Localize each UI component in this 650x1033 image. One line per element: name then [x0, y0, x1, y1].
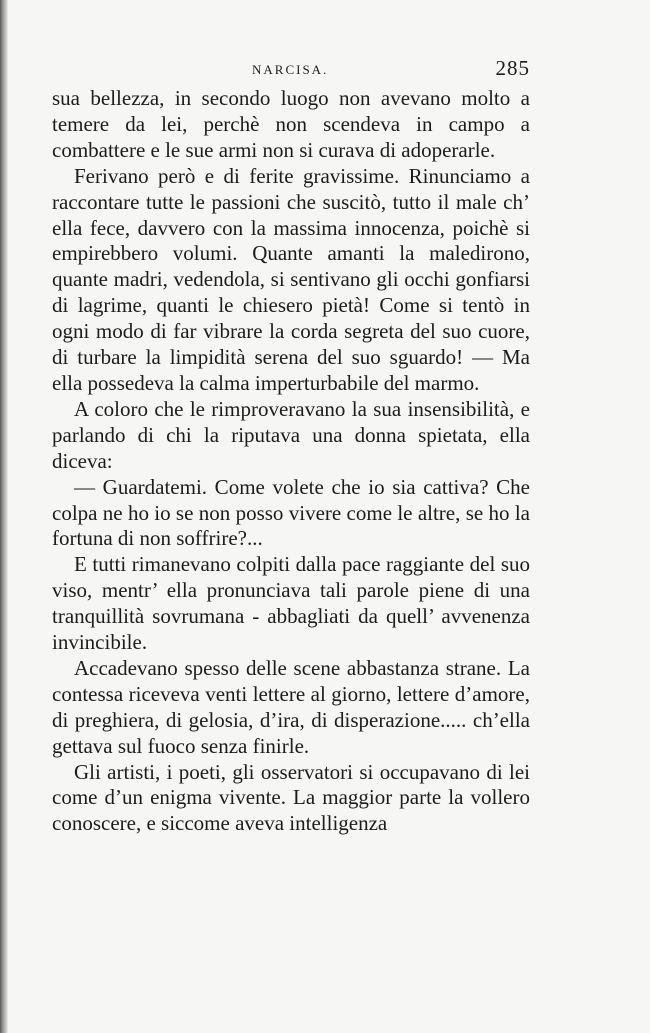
text-body [52, 86, 530, 837]
page-number: 285 [495, 56, 530, 80]
paragraph: Accadevano spesso delle scene abbastanza strane. La contessa riceveva venti lettere al giorno, lettere d’amore, di preghiera, di gelosia, d’ira, di disperazione..... ch’ella gettava sul fuoco senza finirle. [52, 655, 530, 758]
paragraph-dialogue: — Guardatemi. Come volete che io sia cattiva? Che colpa ne ho io se non posso vivere come le altre, se ho la fortuna di non soffrire?... [52, 474, 530, 551]
page-header [52, 56, 530, 86]
paragraph-continuation: sua bellezza, in secondo luogo non avevano molto a temere da lei, perchè non scendeva in campo a combattere e le sue armi non si curava di adoperarle. [52, 86, 530, 162]
paragraph: A coloro che le rimproveravano la sua insensibilità, e parlando di chi la riputava una donna spietata, ella diceva: [52, 396, 530, 473]
page-spine-shadow [0, 0, 8, 1033]
paragraph: Ferivano però e di ferite gravissime. Rinunciamo a raccontare tutte le passioni che suscitò, tutto il male ch’ ella fece, davvero con la massima innocenza, poichè si empirebbero volumi. Quante amanti la maledirono, quante madri, vedendola, si sentivano gli occhi gonfiarsi di lagrime, quanti le chiesero pietà! Come si tentò in ogni modo di far vibrare la corda segreta del suo cuore, di turbare la limpidità serena del suo sguardo! — Ma ella possedeva la calma imperturbabile del marmo. [52, 163, 530, 395]
paragraph: E tutti rimanevano colpiti dalla pace raggiante del suo viso, mentr’ ella pronunciava tali parole piene di una tranquillità sovrumana - abbagliati da quell’ avvenenza invincibile. [52, 552, 530, 655]
paragraph: Gli artisti, i poeti, gli osservatori si occupavano di lei come d’un enigma vivente. La maggior parte la vollero conoscere, e siccome aveva intelligenza [52, 759, 530, 836]
running-head: NARCISA. [252, 62, 329, 77]
